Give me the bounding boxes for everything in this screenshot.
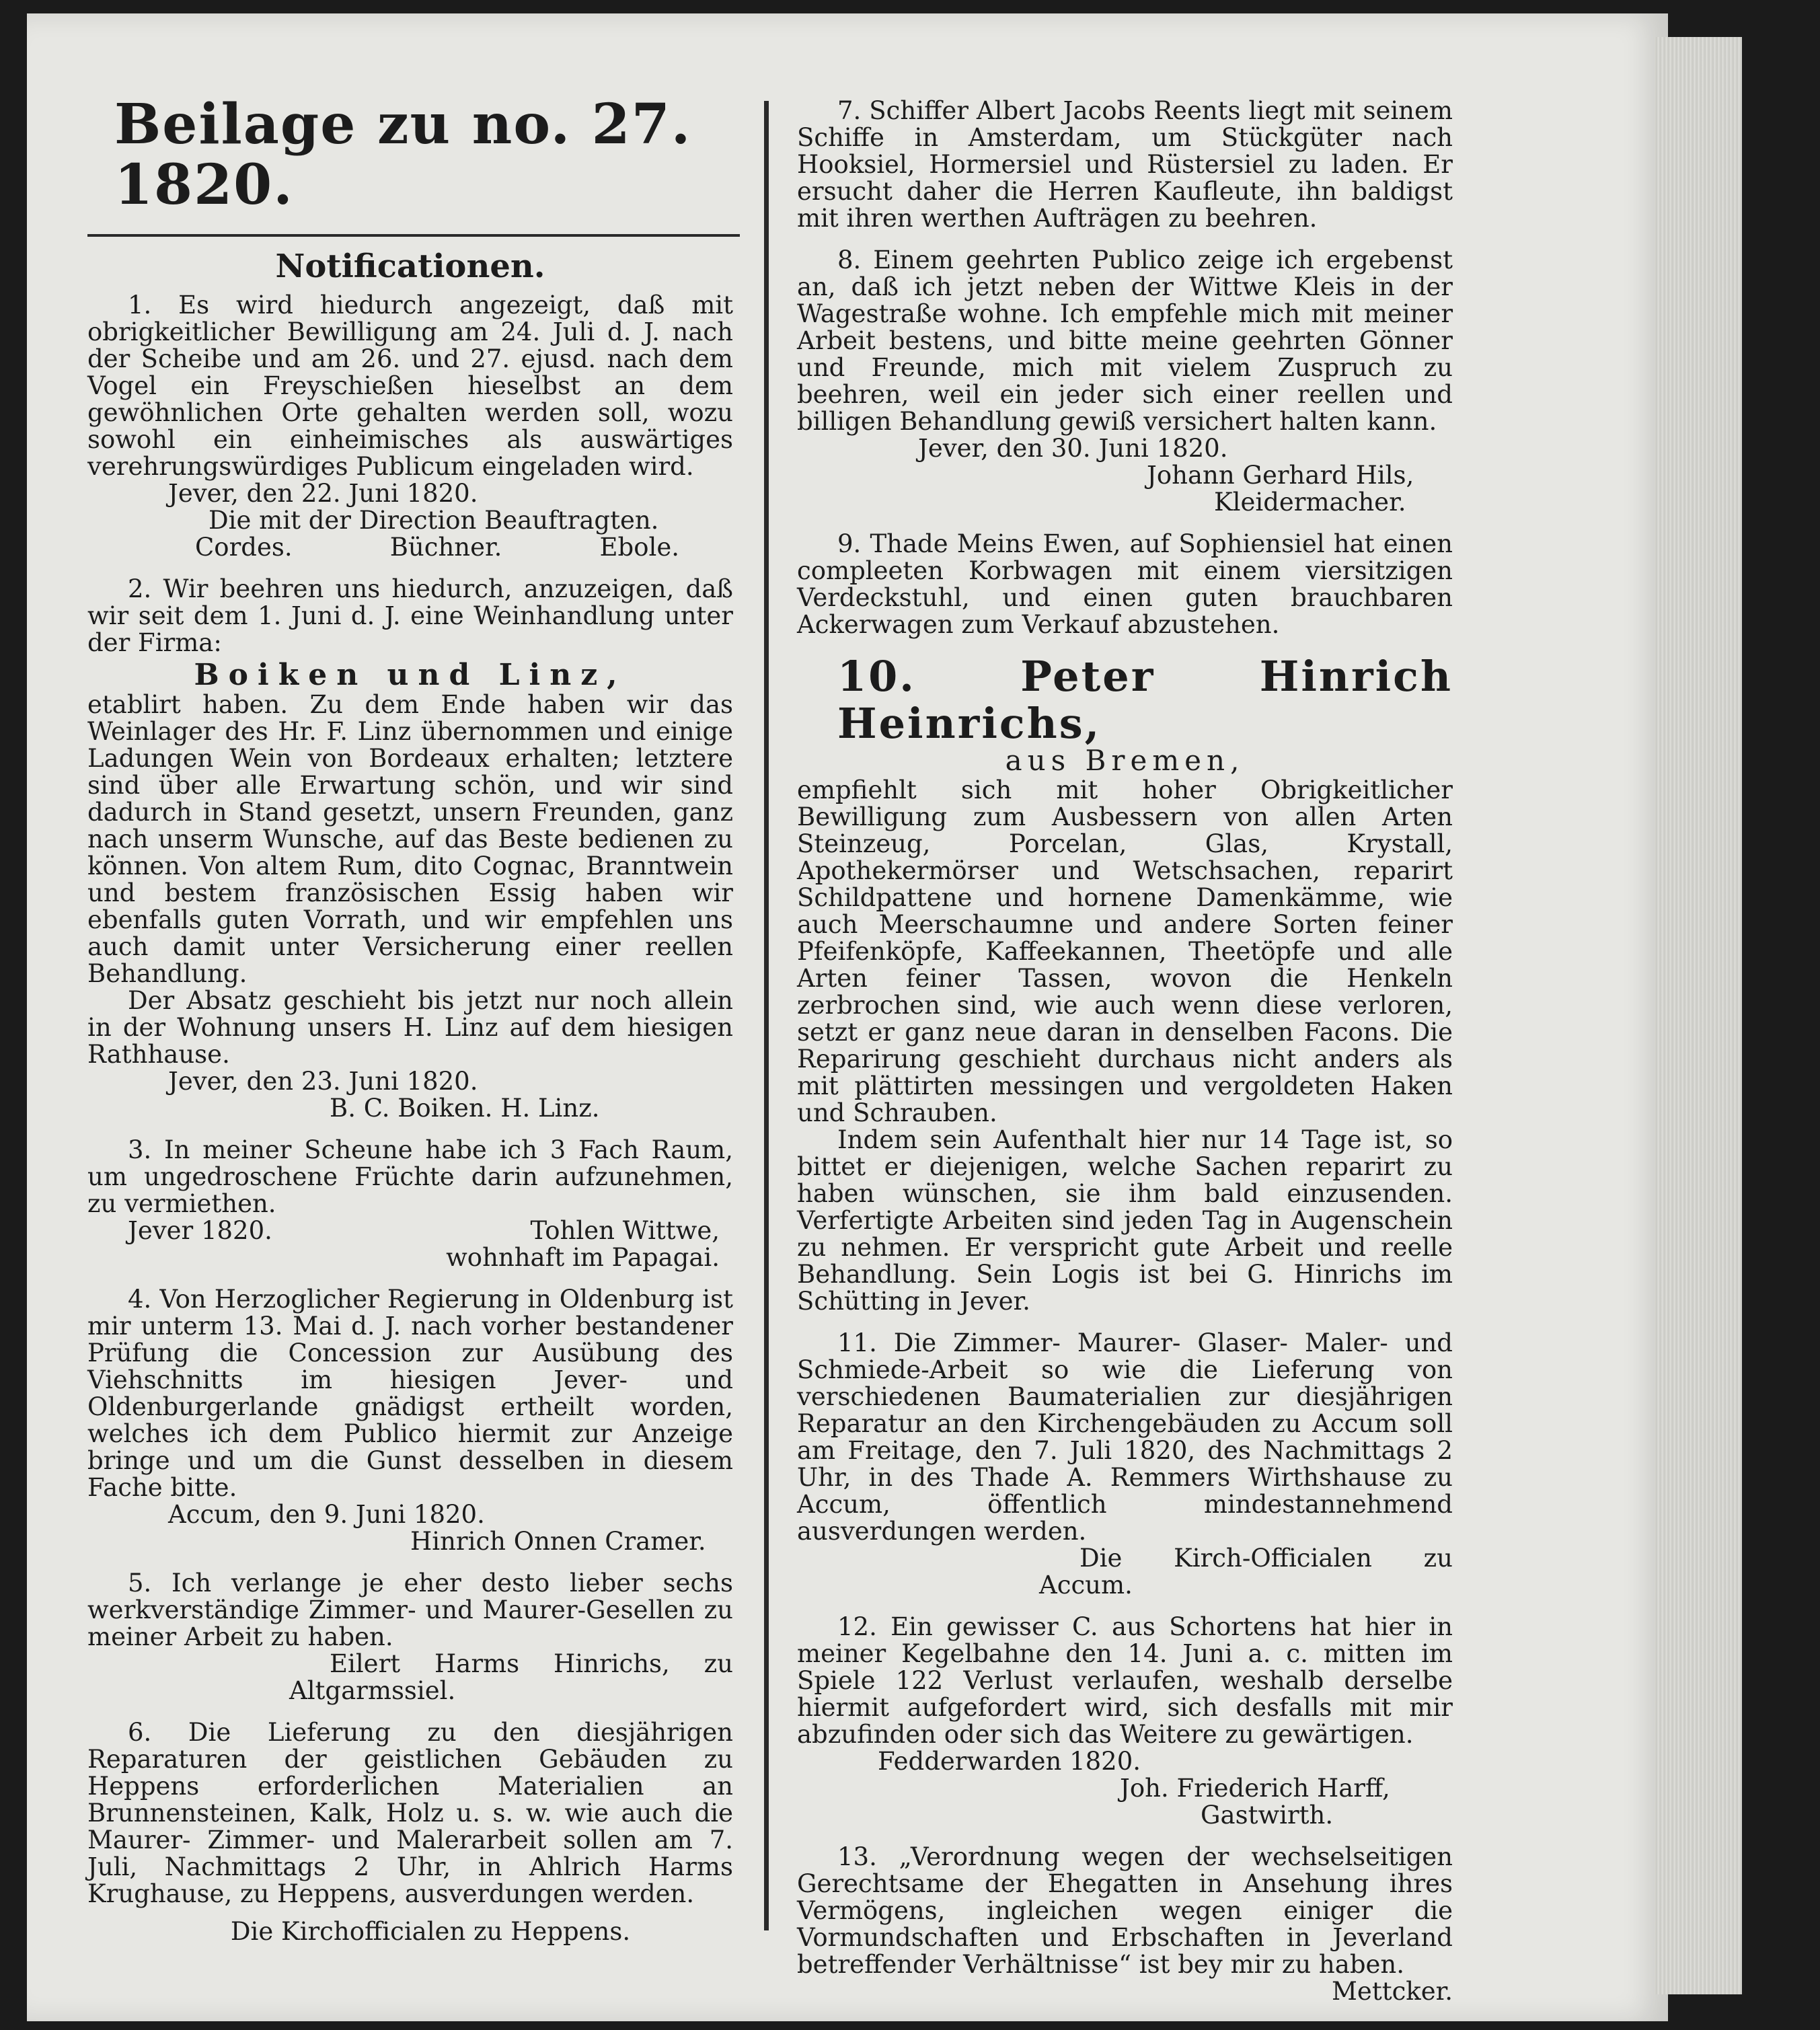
notice-9-text: 9. Thade Meins Ewen, auf Sophiensiel hat einen compleeten Korbwagen mit einem viersitzigen Verdeckstuhl, und einen guten brauchbaren Ackerwagen zum Verkauf abzustehen. (797, 529, 1453, 639)
notice-5-text: 5. Ich verlange je eher desto lieber sechs werkverständige Zimmer- und Maurer-Gesellen zu meiner Arbeit zu haben. (87, 1569, 733, 1651)
notice-4-signatory: Hinrich Onnen Cramer. (410, 1527, 706, 1556)
right-column (797, 98, 1453, 2020)
notice-11-signatory: Die Kirch-Officialen zu Accum. (1039, 1544, 1453, 1600)
column-rule (764, 101, 769, 1930)
notice-1-place-date: Jever, den 22. Juni 1820. (168, 479, 478, 508)
notice-3-signatory2: wohnhaft im Papagai. (446, 1243, 720, 1272)
notice-1-name-buechner: Büchner. (389, 533, 502, 562)
notice-5 (87, 1570, 733, 1704)
notice-2 (87, 576, 733, 1122)
notice-1-signatory: Die mit der Direction Beauftragten. (208, 506, 659, 535)
left-column (87, 94, 733, 1960)
notice-4 (87, 1286, 733, 1555)
notice-2-place-date: Jever, den 23. Juni 1820. (168, 1067, 478, 1096)
notice-10-text2: Indem sein Aufenthalt hier nur 14 Tage ist, so bittet er diejenigen, welche Sachen reparirt zu haben wünschen, sie ihm bald einzusenden. Verfertigte Arbeiten sind jeden Tag in Augenschein zu nehmen. Er verspricht gute Arbeit und reelle Behandlung. Sein Logis ist bei G. Hinrichs im Schütting in Jever. (797, 1125, 1453, 1316)
notice-1 (87, 292, 733, 561)
masthead: Beilage zu no. 27. 1820. (114, 92, 692, 217)
notice-12-text: 12. Ein gewisser C. aus Schortens hat hier in meiner Kegelbahne den 14. Juni a. c. mitten im Spiele 122 Verlust verlaufen, weshalb derselbe hiermit aufgefordert wird, sich desfalls mit mir abzufinden oder sich das Weitere zu gewärtigen. (797, 1612, 1453, 1749)
notice-3-signatory: Tohlen Wittwe, (530, 1216, 720, 1245)
notice-5-signatory: Eilert Harms Hinrichs, zu Altgarmssiel. (289, 1649, 733, 1705)
masthead-rule (87, 234, 740, 237)
notice-3-place-date: Jever 1820. (128, 1216, 272, 1245)
notice-2-text3: Der Absatz geschieht bis jetzt nur noch allein in der Wohnung unsers H. Linz auf dem hiesigen Rathhause. (87, 986, 733, 1069)
notice-7 (797, 98, 1453, 232)
notice-8-text: 8. Einem geehrten Publico zeige ich ergebenst an, daß ich jetzt neben der Wittwe Kleis in der Wagestraße wohne. Ich empfehle mich mit meiner Arbeit bestens, und bitte meine geehrten Gönner und Freunde, mich mit vielem Zuspruch zu beehren, weil ein jeder sich einer reellen und billigen Behandlung gewiß versichert halten kann. (797, 246, 1453, 436)
notice-6-signatory: Die Kirchofficialen zu Heppens. (230, 1917, 631, 1946)
section-title: Notificationen. (275, 248, 545, 285)
notice-13-signatory: Mettcker. (1332, 1977, 1453, 2006)
notice-8 (797, 247, 1453, 516)
notice-2-text: 2. Wir beehren uns hiedurch, anzuzeigen, daß wir seit dem 1. Juni d. J. eine Weinhandlung unter der Firma: (87, 574, 733, 657)
notice-10-text: empfiehlt sich mit hoher Obrigkeitlicher Bewilligung zum Ausbessern von allen Arten Steinzeug, Porcelan, Glas, Krystall, Apothekermörser und Wetschsachen, reparirt Schildpattene und hornene Damenkämme, wie auch Meerschaumne und andere Sorten feiner Pfeifenköpfe, Kaffeekannen, Theetöpfe und alle Arten feiner Tassen, wovon die Henkeln zerbrochen sind, wie auch wenn diese verloren, setzt er ganz neue daran in denselben Facons. Die Reparirung geschieht durchaus nicht anders als mit plättirten messingen und vergoldeten Haken und Schrauben. (797, 776, 1453, 1127)
notice-12 (797, 1614, 1453, 1829)
notice-8-place-date: Jever, den 30. Juni 1820. (918, 434, 1228, 463)
notice-1-text: 1. Es wird hiedurch angezeigt, daß mit obrigkeitlicher Bewilligung am 24. Juli d. J. nach der Scheibe und am 26. und 27. ejusd. nach dem Vogel ein Freyschießen hieselbst an dem gewöhnlichen Orte gehalten werden soll, wozu sowohl ein einheimisches als auswärtiges verehrungswürdiges Publicum eingeladen wird. (87, 291, 733, 481)
notice-8-signatory2: Kleidermacher. (1214, 488, 1406, 517)
notice-6-text: 6. Die Lieferung zu den diesjährigen Reparaturen der geistlichen Gebäuden zu Heppens erforderlichen Materialien an Brunnensteinen, Kalk, Holz u. s. w. wie auch die Maurer- Zimmer- und Malerarbeit sollen am 7. Juli, Nachmittags 2 Uhr, in Ahlrich Harms Krughause, zu Heppens, ausverdungen werden. (87, 1718, 733, 1908)
notice-4-text: 4. Von Herzoglicher Regierung in Oldenburg ist mir unterm 13. Mai d. J. nach vorher bestandener Prüfung die Concession zur Ausübung des Viehschnitts im hiesigen Jever- und Oldenburgerlande gnädigst ertheilt worden, welches ich dem Publico hiermit zur Anzeige bringe und um die Gunst desselben in diesem Fache bitte. (87, 1285, 733, 1502)
notice-3 (87, 1137, 733, 1271)
notice-1-names (87, 534, 733, 561)
notice-7-text: 7. Schiffer Albert Jacobs Reents liegt mit seinem Schiffe in Amsterdam, um Stückgüter nach Hooksiel, Hormersiel und Rüstersiel zu laden. Er ersucht daher die Herren Kaufleute, ihn baldigst mit ihren werthen Aufträgen zu beehren. (797, 96, 1453, 233)
notice-12-signatory: Joh. Friederich Harff, (1120, 1774, 1390, 1803)
notice-2-text2: etablirt haben. Zu dem Ende haben wir das Weinlager des Hr. F. Linz übernommen und einige Ladungen Wein von Bordeaux erhalten; letztere sind über alle Erwartung schön, und wir sind dadurch in Stand gesetzt, unsern Freunden, ganz nach unserm Wunsche, auf das Beste bedienen zu können. Von altem Rum, dito Cognac, Branntwein und bestem französischen Essig haben wir ebenfalls guten Vorrath, und wir empfehlen uns auch damit unter Versicherung einer reellen Behandlung. (87, 690, 733, 988)
notice-12-place-date: Fedderwarden 1820. (878, 1747, 1141, 1776)
notice-2-firm: Boiken und Linz, (194, 658, 627, 692)
notice-13-text: 13. „Verordnung wegen der wechselseitigen Gerechtsame der Ehegatten in Ansehung ihres Vermögens, ingleichen wegen einiger die Vormundschaften und Erbschaften in Jeverland betreffender Verhältnisse“ ist bey mir zu haben. (797, 1842, 1453, 1979)
notice-10-origin: aus Bremen, (1005, 744, 1245, 777)
notice-11 (797, 1330, 1453, 1599)
notice-3-sign-row (87, 1217, 733, 1244)
notice-11-text: 11. Die Zimmer- Maurer- Glaser- Maler- und Schmiede-Arbeit so wie die Lieferung von verschiedenen Baumaterialien zur diesjährigen Reparatur an den Kirchengebäuden zu Accum soll am Freitage, den 7. Juli 1820, des Nachmittags 2 Uhr, in des Thade A. Remmers Wirthshause zu Accum, öffentlich mindestannehmend ausverdungen werden. (797, 1328, 1453, 1546)
notice-9 (797, 531, 1453, 638)
notice-13 (797, 1844, 1453, 2005)
notice-10 (797, 653, 1453, 1315)
notice-8-signatory: Johann Gerhard Hils, (1147, 461, 1414, 490)
notice-1-name-cordes: Cordes. (195, 533, 293, 562)
notice-6 (87, 1719, 733, 1945)
book-page-edges (1655, 37, 1742, 1994)
notice-1-name-ebole: Ebole. (599, 533, 679, 562)
notice-2-signatory: B. C. Boiken. H. Linz. (330, 1094, 600, 1123)
notice-4-place-date: Accum, den 9. Juni 1820. (168, 1500, 485, 1529)
notice-3-text: 3. In meiner Scheune habe ich 3 Fach Raum, um ungedroschene Früchte darin aufzunehmen, zu vermiethen. (87, 1135, 733, 1218)
notice-10-name: 10. Peter Hinrich Heinrichs, (837, 652, 1453, 748)
notice-12-signatory2: Gastwirth. (1201, 1801, 1334, 1830)
